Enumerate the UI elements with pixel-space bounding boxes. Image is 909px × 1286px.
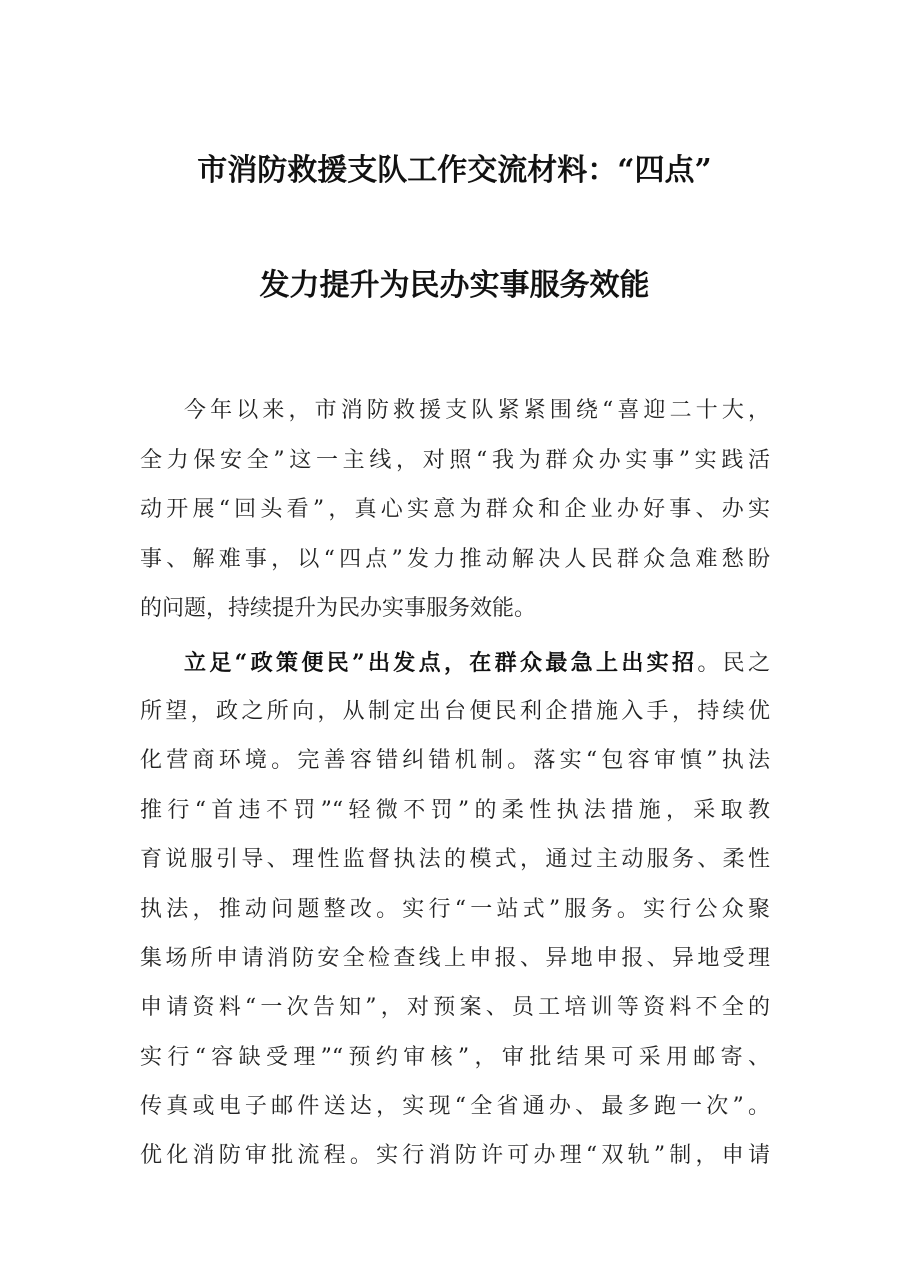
paragraph-2-line-4: 推行“首违不罚”“轻微不罚”的柔性执法措施，采取教 [140,798,770,823]
paragraph-2-line-3: 化营商环境。完善容错纠错机制。落实“包容审慎”执法 [140,748,770,773]
paragraph-1-line-2: 全力保安全”这一主线，对照“我为群众办实事”实践活 [140,448,770,473]
paragraph-2-heading-tail: 。民之 [697,651,770,676]
paragraph-2-line-7: 集场所申请消防安全检查线上申报、异地申报、异地受理 [140,946,770,971]
paragraph-2-line-6: 执法，推动问题整改。实行“一站式”服务。实行公众聚 [140,897,770,922]
paragraph-1-line-3: 动开展“回头看”，真心实意为群众和企业办好事、办实 [140,497,770,522]
paragraph-2-line-10: 传真或电子邮件送达，实现“全省通办、最多跑一次”。 [140,1094,770,1119]
paragraph-2-line-1 [184,648,770,679]
paragraph-2-line-5: 育说服引导、理性监督执法的模式，通过主动服务、柔性 [140,847,770,872]
paragraph-2-line-8: 申请资料“一次告知”，对预案、员工培训等资料不全的 [140,995,770,1020]
paragraph-2-heading: 立足“政策便民”出发点，在群众最急上出实招 [184,650,698,676]
paragraph-2-line-11: 优化消防审批流程。实行消防许可办理“双轨”制，申请 [140,1143,770,1168]
paragraph-1-line-1: 今年以来，市消防救援支队紧紧围绕“喜迎二十大， [184,398,770,423]
paragraph-2-line-9: 实行“容缺受理”“预约审核”，审批结果可采用邮寄、 [140,1045,770,1070]
paragraph-1-line-5: 的问题，持续提升为民办实事服务效能。 [140,596,537,621]
document-title-line-2: 发力提升为民办实事服务效能 [259,268,650,303]
document-title-line-1: 市消防救援支队工作交流材料：“四点” [197,153,712,188]
paragraph-1-line-4: 事、解难事，以“四点”发力推动解决人民群众急难愁盼 [140,547,770,572]
paragraph-2-line-2: 所望，政之所向，从制定出台便民利企措施入手，持续优 [140,699,770,724]
